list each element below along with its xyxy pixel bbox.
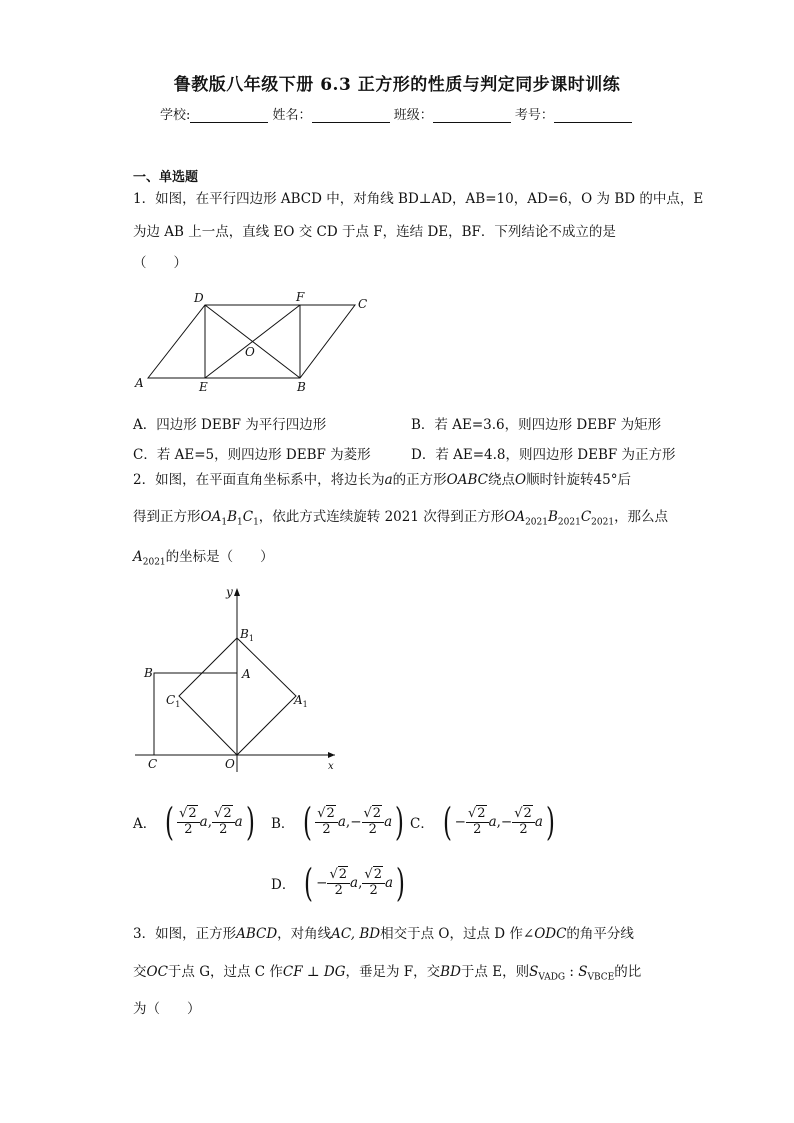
exam-blank[interactable] xyxy=(554,109,632,123)
q1-option-c[interactable]: C．若 AE=5，则四边形 DEBF 为菱形 xyxy=(133,447,371,463)
q2-option-a[interactable]: A． ( $\frac{√2}{2}$ a , $\frac{√2}{2}$ a ) xyxy=(133,800,255,844)
label-f: F xyxy=(296,290,305,304)
label-c: C xyxy=(358,297,368,311)
name-blank[interactable] xyxy=(312,109,390,123)
parallelogram-abcd xyxy=(148,305,355,378)
q3-line3: 为（ ） xyxy=(133,1001,201,1017)
label-b1: $B_1$ xyxy=(240,627,254,643)
q1-line3: （ ） xyxy=(133,255,187,271)
label-c1: $C_1$ xyxy=(166,693,181,709)
label-o: O xyxy=(225,757,235,771)
q3-line1: 3．如图，正方形ABCD，对角线AC, BD相交于点 O，过点 D 作∠ODC的角平分线 xyxy=(133,926,634,942)
label-a: A xyxy=(135,376,144,390)
y-arrow xyxy=(234,588,240,596)
q2-line2: 得到正方形$OA_1B_1C_1$，依此方式连续旋转 2021 次得到正方形$OA_{2021}B_{2021}C_{2021}$，那么点 xyxy=(133,509,669,528)
q2-figure xyxy=(130,582,350,777)
q1-option-d[interactable]: D．若 AE=4.8，则四边形 DEBF 为正方形 xyxy=(411,447,676,463)
school-label: 学校: xyxy=(160,108,191,123)
section-title: 一、单选题 xyxy=(133,170,199,185)
class-blank[interactable] xyxy=(433,109,511,123)
q2-line3: $A_{2021}$的坐标是（ ） xyxy=(133,549,274,568)
exam-label: 考号： xyxy=(514,108,554,123)
label-x: x xyxy=(328,761,334,772)
label-b: B xyxy=(144,666,153,680)
school-field xyxy=(160,104,632,123)
label-y: y xyxy=(226,585,233,599)
label-a: A xyxy=(242,667,251,681)
label-o: O xyxy=(245,345,255,359)
q1-line1: 1．如图，在平行四边形 ABCD 中，对角线 BD⊥AD，AB=10，AD=6，O 为 BD 的中点，E xyxy=(133,191,704,207)
x-arrow xyxy=(328,752,335,758)
label-b: B xyxy=(297,380,306,394)
label-c: C xyxy=(148,757,158,771)
q1-line2: 为边 AB 上一点，直线 EO 交 CD 于点 F，连结 DE，BF．下列结论不成立的是 xyxy=(133,224,616,240)
school-blank[interactable] xyxy=(190,109,268,123)
q2-option-d[interactable]: D． ( − $\frac{√2}{2}$ a , $\frac{√2}{2}$ a ) xyxy=(271,861,405,905)
label-e: E xyxy=(199,380,208,394)
q2-option-b[interactable]: B． ( $\frac{√2}{2}$ a , − $\frac{√2}{2}$ a ) xyxy=(271,800,405,844)
page-title: 鲁教版八年级下册 6.3 正方形的性质与判定同步课时训练 xyxy=(173,75,621,95)
label-d: D xyxy=(194,291,204,305)
q2-option-c[interactable]: C． ( − $\frac{√2}{2}$ a , − $\frac{√2}{2}$ a ) xyxy=(410,800,555,844)
q2-line1: 2．如图，在平面直角坐标系中，将边长为a的正方形OABC绕点O顺时针旋转45°后 xyxy=(133,472,631,488)
q1-option-a[interactable]: A．四边形 DEBF 为平行四边形 xyxy=(133,417,327,433)
class-label: 班级： xyxy=(393,108,433,123)
q1-option-b[interactable]: B．若 AE=3.6，则四边形 DEBF 为矩形 xyxy=(411,417,662,433)
q1-figure xyxy=(130,285,380,395)
label-a1: $A_1$ xyxy=(294,693,308,709)
q3-line2: 交OC于点 G，过点 C 作CF ⊥ DG，垂足为 F，交BD于点 E，则$S_{VADG}$ : $S_{VBCE}$的比 xyxy=(133,964,642,983)
name-label: 姓名： xyxy=(272,108,312,123)
